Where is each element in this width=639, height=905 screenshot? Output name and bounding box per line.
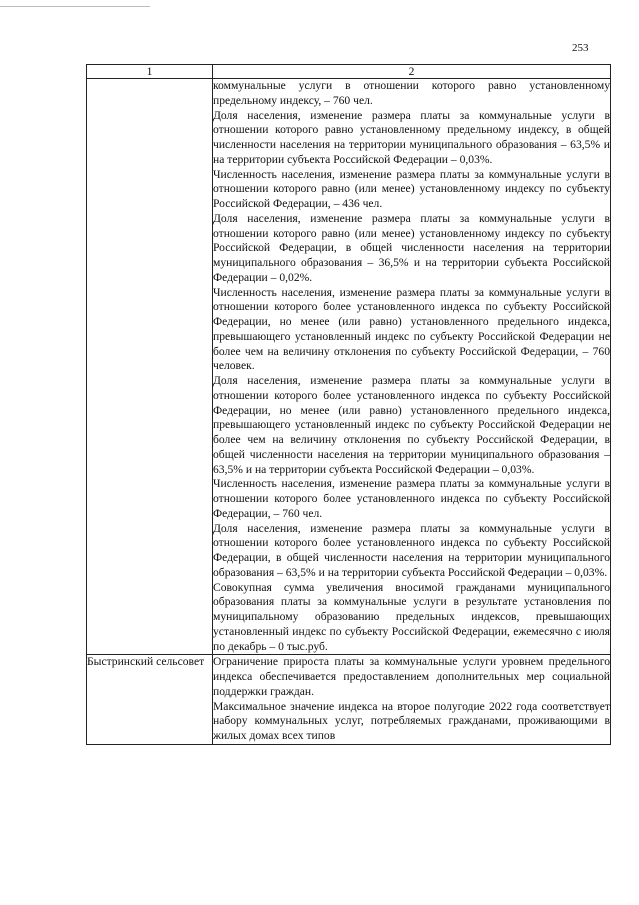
paragraph: Численность населения, изменение размера платы за коммунальные услуги в отношении которого более установленного индекса по субъекту Российской Федерации, но менее (или равно) установленного предельного индекса, превышающего установленный индекс по субъекту Российской Федерации не более чем на величину отклонения по субъекту Российской Федерации, – 760 человек. [213, 285, 610, 373]
paragraph: коммунальные услуги в отношении которого равно установленному предельному индексу, – 760 чел. [213, 79, 610, 107]
column-header-1: 1 [87, 65, 213, 79]
paragraph: Численность населения, изменение размера платы за коммунальные услуги в отношении которого более установленного индекса по субъекту Российской Федерации, – 760 чел. [213, 477, 610, 520]
paragraph: Доля населения, изменение размера платы за коммунальные услуги в отношении которого более установленного индекса по субъекту Российской Федерации, но менее (или равно) установленного предельного индекса, превышающего установленный индекс по субъекту Российской Федерации не более чем на величину отклонения по субъекту Российской Федерации, в общей численности населения на территории муниципального образования – 63,5% и на территории субъекта Российской Федерации – 0,03%. [213, 374, 610, 476]
row-label-cell [87, 79, 213, 655]
row-content-cell [213, 79, 611, 655]
page-number: 253 [572, 42, 589, 54]
row-content-cell [213, 655, 611, 745]
paragraph: Численность населения, изменение размера платы за коммунальные услуги в отношении которого равно (или менее) установленному индексу по субъекту Российской Федерации, – 436 чел. [213, 167, 610, 210]
paragraph: Максимальное значение индекса на второе полугодие 2022 года соответствует набору коммунальных услуг, потребляемых гражданами, проживающими в жилых домах всех типов [213, 699, 610, 742]
row-label-cell [87, 655, 213, 745]
paragraph: Ограничение прироста платы за коммунальные услуги уровнем предельного индекса обеспечивается предоставлением дополнительных мер социальной поддержки граждан. [213, 655, 610, 698]
top-rule [0, 6, 150, 7]
paragraph: Доля населения, изменение размера платы за коммунальные услуги в отношении которого равно (или менее) установленному индексу по субъекту Российской Федерации, в общей численности населения на территории муниципального образования – 36,5% и на территории субъекта Российской Федерации – 0,02%. [213, 211, 610, 284]
table-row [87, 79, 611, 655]
column-header-2: 2 [213, 65, 611, 79]
paragraph: Доля населения, изменение размера платы за коммунальные услуги в отношении которого равно установленному предельному индексу, в общей численности населения на территории муниципального образования – 63,5% и на территории субъекта Российской Федерации – 0,03%. [213, 108, 610, 166]
paragraph: Доля населения, изменение размера платы за коммунальные услуги в отношении которого более установленного индекса по субъекту Российской Федерации, в общей численности населения на территории муниципального образования – 63,5% и на территории субъекта Российской Федерации – 0,03%. [213, 521, 610, 579]
paragraph: Совокупная сумма увеличения вносимой гражданами муниципального образования платы за коммунальные услуги в результате установления по муниципальному образованию предельных индексов, превышающих установленный индекс по субъекту Российской Федерации, ежемесячно с июля по декабрь – 0 тыс.руб. [213, 580, 610, 653]
row-label: Быстринский сельсовет [87, 655, 205, 669]
document-table [86, 64, 611, 745]
table-row [87, 655, 611, 745]
header-row [87, 65, 611, 79]
